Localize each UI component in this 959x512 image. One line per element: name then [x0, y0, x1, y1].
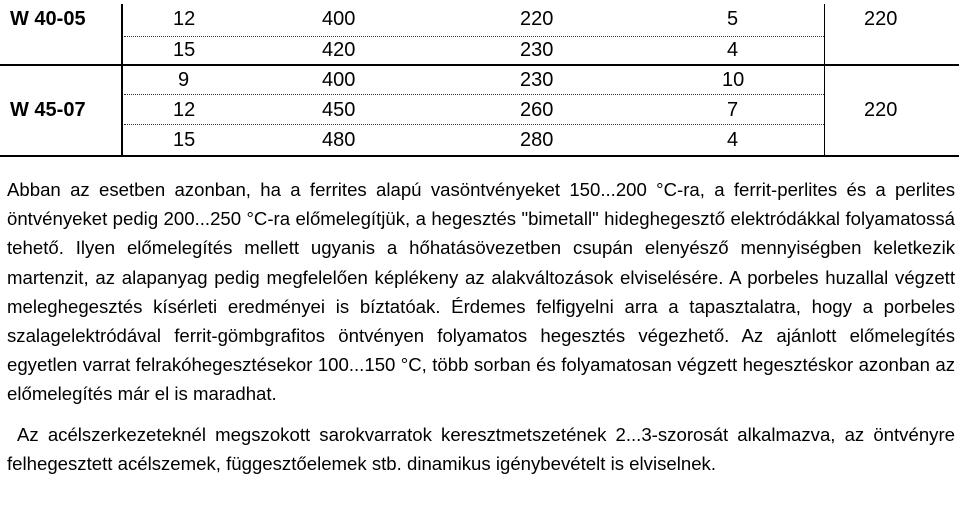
- table-cell: 5: [727, 8, 739, 30]
- table-cell: 7: [727, 99, 739, 121]
- row-separator: [124, 36, 824, 37]
- row-separator: [124, 94, 824, 95]
- table-cell: 4: [727, 129, 739, 151]
- table-cell: 15: [173, 129, 196, 151]
- table-cell: 12: [173, 8, 196, 30]
- row-label: W 40-05: [10, 8, 86, 30]
- table-cell: 9: [178, 69, 190, 91]
- table-cell: 12: [173, 99, 196, 121]
- table-cell: 400: [322, 8, 356, 30]
- row-label: W 45-07: [10, 99, 86, 121]
- table-divider-label: [121, 4, 123, 155]
- data-table: [0, 0, 959, 160]
- group-separator: [0, 64, 959, 66]
- table-cell: 230: [520, 69, 554, 91]
- table-cell: 420: [322, 39, 356, 61]
- table-cell: 280: [520, 129, 554, 151]
- table-cell: 4: [727, 39, 739, 61]
- table-divider-last: [824, 4, 825, 155]
- table-cell: 450: [322, 99, 356, 121]
- table-cell: 480: [322, 129, 356, 151]
- table-bottom-rule: [0, 155, 959, 157]
- table-cell: 220: [520, 8, 554, 30]
- paragraph: Abban az esetben azonban, ha a ferrites alapú vasöntvényeket 150...200 °C-ra, a ferrit-perlites és a perlites öntvényeket pedig 200...250 °C-ra előmelegítjük, a hegesztés "bimetall" hideghegesztő elektródákkal folyamatossá tehető. Ilyen előmelegítés mellett ugyanis a hőhatásövezetben csupán elenyésző mennyiségben keletkezik martenzit, az alapanyag pedig megfelelően képlékeny az alakváltozások elviselésére. A porbeles huzallal végzett meleghegesztés kísérleti eredményei is bíztatóak. Érdemes felfigyelni arra a tapasztalatra, hogy a porbeles szalagelektródával ferrit-gömbgrafitos öntvényen folyamatos hegesztés végezhető. Az ajánlott előmelegítés egyetlen varrat felrakóhegesztésekor 100...150 °C, több sorban és folyamatosan végzett hegesztéskor azonban az előmelegítés már el is maradhat.: [7, 179, 955, 405]
- table-cell: 230: [520, 39, 554, 61]
- table-cell: 15: [173, 39, 196, 61]
- row-separator: [124, 124, 824, 125]
- table-cell: 10: [722, 69, 745, 91]
- table-cell: 260: [520, 99, 554, 121]
- body-text: [7, 175, 955, 478]
- table-cell: 220: [864, 8, 898, 30]
- paragraph: Az acélszerkezeteknél megszokott sarokvarratok keresztmetszetének 2...3-szorosát alkalmazva, az öntvényre felhegesztett acélszemek, függesztőelemek stb. dinamikus igénybevételt is elviselnek.: [7, 423, 955, 474]
- table-cell: 220: [864, 99, 898, 121]
- table-cell: 400: [322, 69, 356, 91]
